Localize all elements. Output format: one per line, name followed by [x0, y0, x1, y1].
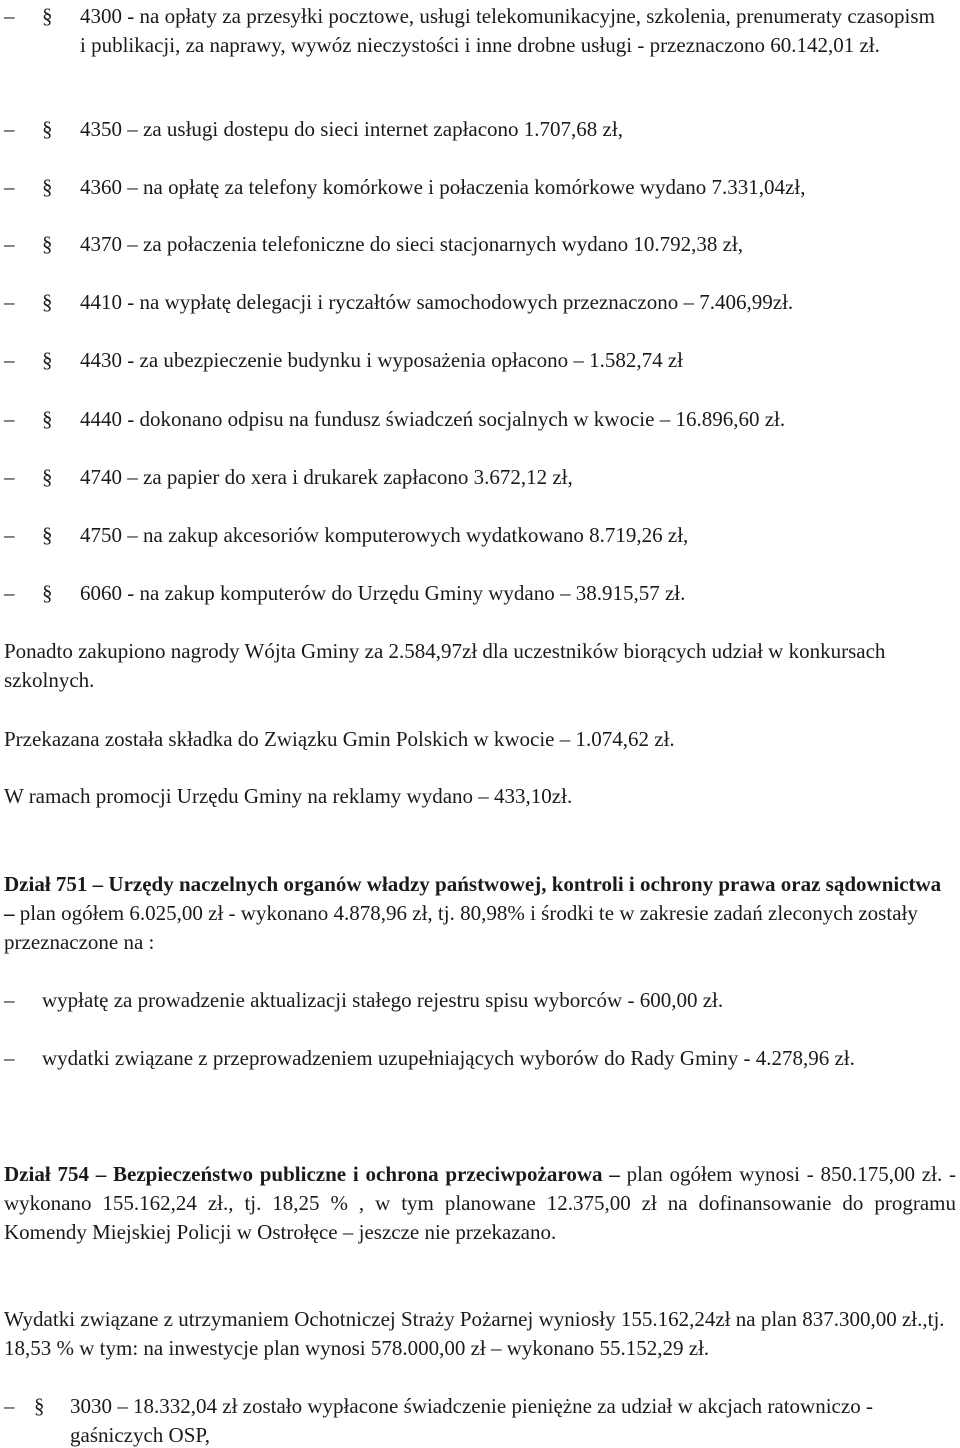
- list-dash: –: [4, 348, 15, 372]
- list-dash: –: [4, 232, 15, 256]
- list-dash: –: [4, 988, 15, 1012]
- list-dash: –: [4, 4, 15, 28]
- expense-item-text: 4430 - za ubezpieczenie budynku i wyposażenia opłacono – 1.582,74 zł: [80, 348, 683, 372]
- expense-item-text: 4440 - dokonano odpisu na fundusz świadczeń socjalnych w kwocie – 16.896,60 zł.: [80, 407, 786, 431]
- section-heading: Dział 751 – Urzędy naczelnych organów władzy państwowej, kontroli i ochrony prawa oraz sądownictwa –: [4, 872, 942, 925]
- section-sign: §: [42, 175, 53, 199]
- section-sign: §: [42, 465, 53, 489]
- paragraph-osp: Wydatki związane z utrzymaniem Ochotniczej Straży Pożarnej wyniosły 155.162,24zł na plan 837.300,00 zł.,tj. 18,53 % w tym: na inwestycje plan wynosi 578.000,00 zł – wykonano 55.152,29 zł.: [4, 1307, 945, 1360]
- list-dash: –: [4, 465, 15, 489]
- list-dash: –: [4, 523, 15, 547]
- section-sign: §: [42, 348, 53, 372]
- paragraph-nagrody: Ponadto zakupiono nagrody Wójta Gminy za 2.584,97zł dla uczestników biorących udział w konkursach szkolnych.: [4, 639, 886, 692]
- expense-item-text: 4740 – za papier do xera i drukarek zapłacono 3.672,12 zł,: [80, 465, 573, 489]
- expense-item-text: 4300 - na opłaty za przesyłki pocztowe, usługi telekomunikacyjne, szkolenia, prenumeraty czasopism i publikacji, za naprawy, wywóz nieczystości i inne drobne usługi - przeznaczono 60.142,01 zł.: [80, 4, 935, 57]
- paragraph-skladka: Przekazana została składka do Związku Gmin Polskich w kwocie – 1.074,62 zł.: [4, 727, 675, 751]
- section-summary: plan ogółem wynosi - 850.175,00 zł. - wykonano 155.162,24 zł., tj. 18,25 % , w tym planowane 12.375,00 zł na dofinansowanie do programu Komendy Miejskiej Policji w Ostrołęce – jeszcze nie przekazano.: [4, 1162, 956, 1244]
- expense-item-text: 4750 – na zakup akcesoriów komputerowych wydatkowano 8.719,26 zł,: [80, 523, 689, 547]
- section-sign: §: [42, 290, 53, 314]
- section-sign: §: [34, 1394, 45, 1418]
- bullet-text: wydatki związane z przeprowadzeniem uzupełniających wyborów do Rady Gminy - 4.278,96 zł.: [42, 1046, 855, 1070]
- bullet-text: wypłatę za prowadzenie aktualizacji stałego rejestru spisu wyborców - 600,00 zł.: [42, 988, 724, 1012]
- expense-item-text: 4350 – za usługi dostepu do sieci internet zapłacono 1.707,68 zł,: [80, 117, 623, 141]
- expense-item-text: 4360 – na opłatę za telefony komórkowe i połaczenia komórkowe wydano 7.331,04zł,: [80, 175, 806, 199]
- section-sign: §: [42, 581, 53, 605]
- section-heading: Dział 754 – Bezpieczeństwo publiczne i ochrona przeciwpożarowa –: [4, 1162, 620, 1186]
- list-dash: –: [4, 117, 15, 141]
- list-dash: –: [4, 290, 15, 314]
- section-sign: §: [42, 232, 53, 256]
- list-dash: –: [4, 407, 15, 431]
- section-sign: §: [42, 407, 53, 431]
- section-dzial-751: [4, 870, 956, 957]
- list-dash: –: [4, 581, 15, 605]
- expense-item-text: 3030 – 18.332,04 zł zostało wypłacone świadczenie pieniężne za udział w akcjach ratowniczo - gaśniczych OSP,: [70, 1394, 873, 1447]
- section-sign: §: [42, 117, 53, 141]
- section-summary: plan ogółem 6.025,00 zł - wykonano 4.878,96 zł, tj. 80,98% i środki te w zakresie zadań zleconych zostały przeznaczone na :: [4, 901, 918, 954]
- expense-item-text: 4370 – za połaczenia telefoniczne do sieci stacjonarnych wydano 10.792,38 zł,: [80, 232, 744, 256]
- paragraph-promocja: W ramach promocji Urzędu Gminy na reklamy wydano – 433,10zł.: [4, 784, 573, 808]
- list-dash: –: [4, 1394, 15, 1418]
- section-sign: §: [42, 523, 53, 547]
- list-dash: –: [4, 175, 15, 199]
- expense-item-text: 4410 - na wypłatę delegacji i ryczałtów samochodowych przeznaczono – 7.406,99zł.: [80, 290, 794, 314]
- expense-item-text: 6060 - na zakup komputerów do Urzędu Gminy wydano – 38.915,57 zł.: [80, 581, 686, 605]
- section-sign: §: [42, 4, 53, 28]
- section-dzial-754: [4, 1160, 956, 1247]
- list-dash: –: [4, 1046, 15, 1070]
